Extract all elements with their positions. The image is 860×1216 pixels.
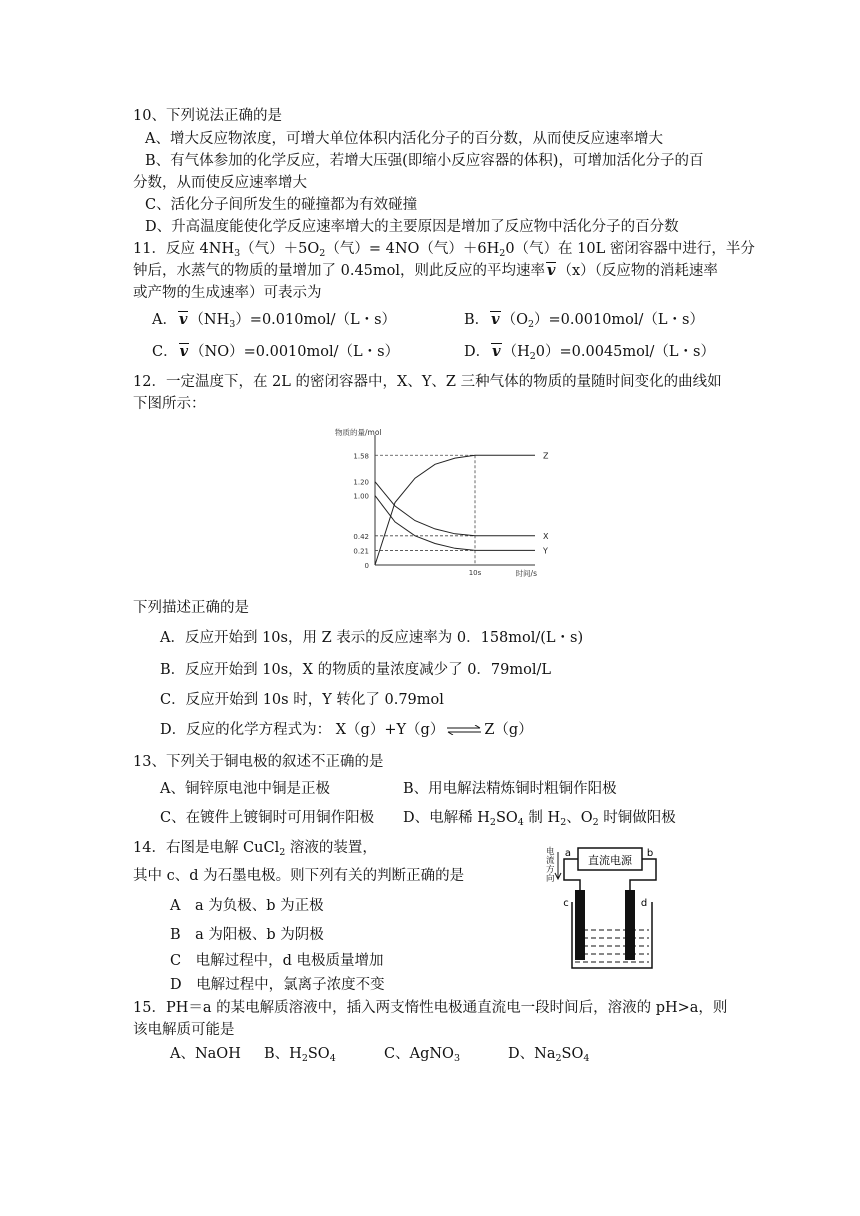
y-tick-label: 1.00 <box>353 492 369 501</box>
chart-axes <box>375 435 535 565</box>
current-char-2: 流 <box>546 856 555 866</box>
q12-option-d: D．反应的化学方程式为： X（g）+Y（g） Z（g） <box>160 722 533 738</box>
q11-stem-line2: 钟后，水蒸气的物质的量增加了 0.45mol，则此反应的平均速率 v （x）（反应物的消耗速率 <box>133 262 718 279</box>
q11-stem-line1: 11．反应 $4NH_3$（气）$+5O_2$（气）= 4NO（气）$+6H_20$（气）在 10L 密闭容器中进行，半分 <box>133 241 755 259</box>
q12-stem-line1: 12．一定温度下，在 2L 的密闭容器中，X、Y、Z 三种气体的物质的量随时间变化的曲线如 <box>133 374 722 390</box>
q10-option-c: C、活化分子间所发生的碰撞都为有效碰撞 <box>145 197 418 213</box>
q10-option-d: D、升高温度能使化学反应速率增大的主要原因是增加了反应物中活化分子的百分数 <box>145 219 679 235</box>
series-line-y <box>375 496 535 551</box>
electrode-c <box>575 890 585 960</box>
q10-stem: 10、下列说法正确的是 <box>133 108 282 124</box>
q11-option-d: D． v $(H_20)=0.0045mol/(L$・s） <box>464 343 715 362</box>
y-axis-label: 物质的量/mol <box>335 428 382 437</box>
amount-time-chart <box>335 425 555 585</box>
q14-stem-line2: 其中 c、d 为石墨电极。则下列有关的判断正确的是 <box>133 868 465 884</box>
y-tick-label: 0 <box>364 562 369 570</box>
q13-option-c: C、在镀件上镀铜时可用铜作阳极 <box>160 810 375 826</box>
q10-option-b-line2: 分数，从而使反应速率增大 <box>133 175 307 191</box>
current-char-1: 电 <box>546 847 555 857</box>
q14-option-a: A a 为负极、b 为正极 <box>170 898 324 914</box>
q13-option-a: A、铜锌原电池中铜是正极 <box>160 781 330 797</box>
current-direction-label <box>546 846 557 884</box>
q15-stem-line2: 该电解质可能是 <box>133 1022 235 1038</box>
q11-stem-line3: 或产物的生成速率）可表示为 <box>133 285 322 301</box>
q12-option-b: B．反应开始到 10s，X 的物质的量浓度减少了 0．79mol/L <box>160 662 552 678</box>
chart-series <box>375 455 535 565</box>
q14-option-b: B a 为阳极、b 为阴极 <box>170 927 324 943</box>
q14-option-d: D 电解过程中，氯离子浓度不变 <box>170 977 385 993</box>
q12-option-a: A．反应开始到 10s，用 Z 表示的反应速率为 0．158mol/(L・s) <box>160 630 584 646</box>
y-tick-label: 0.42 <box>353 532 369 541</box>
q14-stem-line1: 14．右图是电解 CuCl$_2$ 溶液的装置， <box>133 840 377 858</box>
series-label-x: X <box>543 531 549 541</box>
q12-desc: 下列描述正确的是 <box>133 600 249 616</box>
series-label-z: Z <box>543 451 549 461</box>
electrode-d <box>625 890 635 960</box>
y-tick-label: 1.20 <box>353 478 369 487</box>
q15-stem-line1: 15．PH＝a 的某电解质溶液中，插入两支惰性电极通直流电一段时间后，溶液的 pH>a，则 <box>133 1000 728 1016</box>
q12-option-c: C．反应开始到 10s 时，Y 转化了 0.79mol <box>160 692 444 708</box>
q13-option-d: D、电解稀 $H_2SO_4$ 制 $H_2$、$O_2$ 时铜做阳极 <box>403 810 676 828</box>
q15-option-a: A、NaOH <box>170 1046 241 1062</box>
q11-option-b: B． v $(O_2)=0.0010mol/(L$・s） <box>464 311 704 330</box>
electrolysis-apparatus-figure <box>540 840 670 974</box>
y-tick-label: 0.21 <box>353 547 369 556</box>
q10-option-b-line1: B、有气体参加的化学反应，若增大压强(即缩小反应容器的体积)，可增加活化分子的百 <box>145 153 704 169</box>
q15-option-b: B、$H_2SO_4$ <box>264 1046 336 1064</box>
q10-option-a: A、增大反应物浓度，可增大单位体积内活化分子的百分数，从而使反应速率增大 <box>145 131 663 147</box>
electrode-d-label: d <box>640 898 648 909</box>
terminal-a-label: a <box>564 848 572 859</box>
electrode-c-label: c <box>563 898 569 909</box>
x-axis-label: 时间/s <box>515 569 537 578</box>
q15-option-d: D、$Na_2SO_4$ <box>508 1046 590 1064</box>
q13-option-b: B、用电解法精炼铜时粗铜作阳极 <box>403 781 617 797</box>
q15-option-c: C、AgNO$_3$ <box>384 1046 460 1064</box>
x-tick-label: 10s <box>468 569 482 577</box>
equilibrium-arrows-icon <box>446 725 482 735</box>
q13-stem: 13、下列关于铜电极的叙述不正确的是 <box>133 754 384 770</box>
current-char-4: 向 <box>546 874 555 884</box>
q11-option-a: A． v $(NH_3)=0.010mol/(L$・s） <box>152 311 397 330</box>
series-line-x <box>375 482 535 536</box>
q11-option-c: C． v （NO）=0.0010mol/（L・s） <box>152 343 400 360</box>
y-tick-label: 1.58 <box>353 452 369 461</box>
current-char-3: 方 <box>546 865 555 875</box>
rate-symbol: v <box>547 262 556 279</box>
q12-stem-line2: 下图所示： <box>133 396 206 412</box>
terminal-b-label: b <box>646 848 654 859</box>
power-supply-label: 直流电源 <box>588 854 632 867</box>
solution-lines <box>575 930 649 962</box>
chart-labels <box>335 427 549 578</box>
series-label-y: Y <box>543 546 548 556</box>
q14-option-c: C 电解过程中，d 电极质量增加 <box>170 953 384 969</box>
